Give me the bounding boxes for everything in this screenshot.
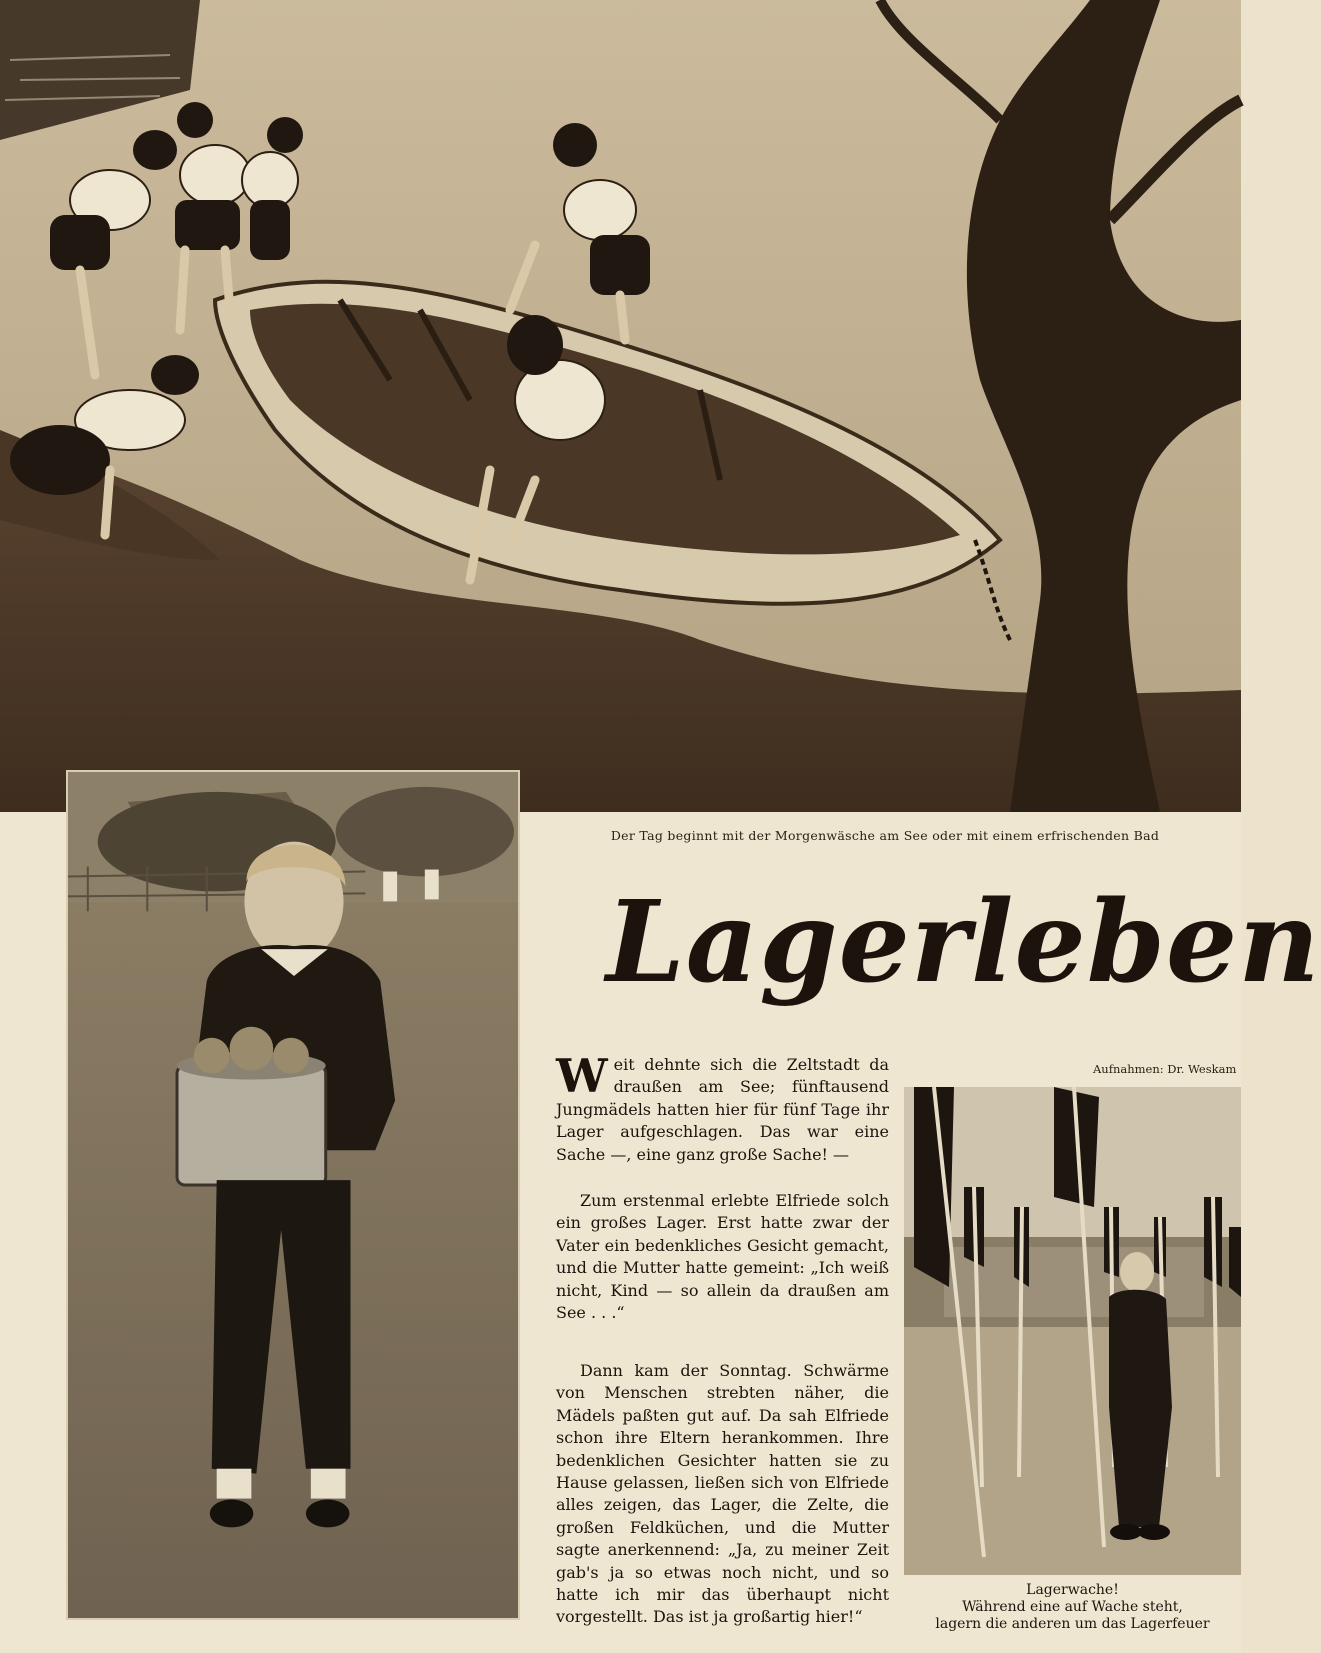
photo-credit: Aufnahmen: Dr. Weskam bbox=[1093, 1062, 1237, 1076]
caption-line-3: lagern die anderen um das Lagerfeuer bbox=[935, 1616, 1210, 1632]
article-paragraph-1 bbox=[556, 1049, 889, 1166]
drop-cap: W bbox=[556, 1049, 608, 1103]
lake-boat-photo bbox=[0, 0, 1241, 812]
headline: Lagerleben bbox=[606, 877, 1321, 1008]
camp-guard-flags-photo bbox=[904, 1087, 1241, 1575]
paragraph-2-text: Zum erstenmal erlebte Elfriede solch ein großes Lager. Erst hatte zwar der Vater ein bedenkliches Gesicht gemacht, und die Mutter hatte gemeint: „Ich weiß nicht, Kind — so allein da draußen am See . . .“ bbox=[556, 1191, 889, 1323]
flags-photo-caption bbox=[904, 1582, 1241, 1633]
girl-with-pot-photo bbox=[66, 770, 520, 1620]
top-photo-caption: Der Tag beginnt mit der Morgenwäsche am See oder mit einem erfrischenden Bad bbox=[610, 828, 1160, 843]
article-paragraph-2 bbox=[556, 1190, 889, 1324]
paragraph-1-text: eit dehnte sich die Zeltstadt da draußen am See; fünftausend Jungmädels hatten hier für fünf Tage ihr Lager aufgeschlagen. Das war eine Sache —, eine ganz große Sache! — bbox=[556, 1055, 889, 1164]
paragraph-3-text: Dann kam der Sonntag. Schwärme von Menschen strebten näher, die Mädels paßten gut auf. Da sah Elfriede schon ihre Eltern herankommen. Ihre bedenklichen Gesichter hatten sie zu Hause gelassen, ließen sich von Elfriede alles zeigen, das Lager, die Zelte, die großen Feldküchen, und die Mutter sagte anerkennend: „Ja, zu meiner Zeit gab's ja so etwas noch nicht, und so hatte ich mir das überhaupt nicht vorgestellt. Das ist ja großartig hier!“ bbox=[556, 1361, 889, 1627]
article-paragraph-3 bbox=[556, 1360, 889, 1629]
caption-line-2: Während eine auf Wache steht, bbox=[962, 1599, 1183, 1615]
caption-line-1: Lagerwache! bbox=[1026, 1582, 1119, 1598]
